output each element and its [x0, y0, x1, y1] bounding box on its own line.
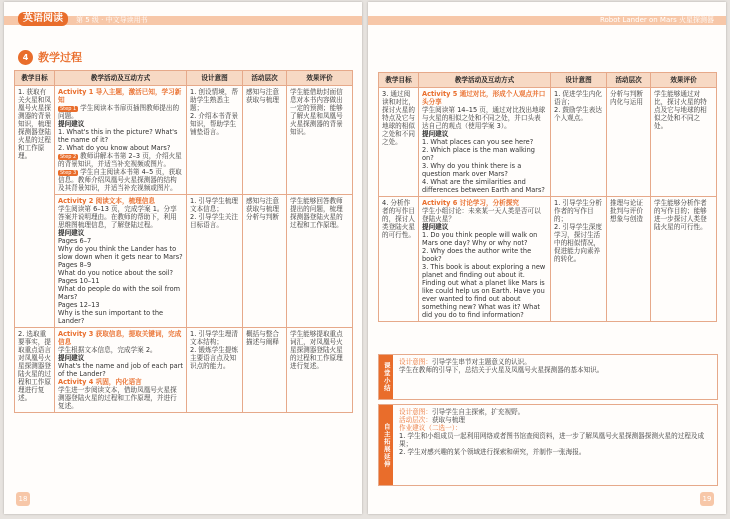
activity-text: Activity 4 巩固，内化语言: [58, 378, 142, 386]
activity-item: [58, 309, 183, 325]
activity-item: [58, 285, 183, 301]
ext-intent-text: 引导学生自主探索，扩充视野。: [431, 408, 525, 416]
ext-homework-1: 1. 学生和小组成员一起利用网络或者图书馆查阅资料，进一步了解凤凰号火星探测器探测火星的过程及成果；: [399, 432, 705, 448]
activity-item: [58, 168, 183, 192]
teaching-table-right: [378, 72, 717, 322]
class-summary-label: 课堂小结: [379, 355, 393, 399]
activity-item: [58, 205, 183, 229]
activity-item: [58, 386, 183, 410]
extension-body: [395, 405, 717, 459]
col-header-activity: 教学活动及互动方式: [419, 73, 551, 88]
table-body: [15, 86, 353, 413]
col-header-intent: 设计意图: [551, 73, 607, 88]
intent-cell: 1. 引导学生理清文本结构； 2. 锻炼学生提炼主要语言点及知识点的能力。: [187, 328, 243, 413]
intent-cell: 1. 创设情境，帮助学生熟悉主题； 2. 介绍本书背景知识，帮助学生铺垫语言。: [187, 86, 243, 195]
step-badge: Step 2: [60, 154, 77, 160]
col-header-level: 活动层次: [243, 71, 287, 86]
activity-text: What do people do with the soil from Mars?: [58, 285, 181, 301]
activity-item: [58, 229, 183, 237]
level-cell: 分析与判断 内化与运用: [607, 88, 651, 197]
table-row: [15, 328, 353, 413]
activity-text: 学生根据文本信息，完成学案 2。: [58, 346, 157, 354]
activity-title: Activity 5 通过对比，形成个人观点并口头分享: [422, 90, 546, 106]
ext-homework-2: 2. 学生对感兴趣的某个领域进行探索和研究，并制作一张海报。: [399, 448, 586, 456]
activity-text: 提问建议: [58, 354, 85, 362]
section-heading: [18, 49, 82, 65]
activity-title: Activity 1 导入主题，激活已知，学习新知: [58, 88, 182, 104]
goal-cell: 2. 选取重要事实，提取重点语言对凤凰号火星探测器登陆火星的过程和工作原理进行复述。: [15, 328, 55, 413]
activity-title: Activity 3 获取信息，提取关键词，完成信息: [58, 330, 182, 346]
activity-text: 4. What are the similarities and differences between Earth and Mars?: [422, 178, 545, 194]
activity-item: [58, 354, 183, 362]
evaluation-cell: 学生能借助封面信息对本书内容做出一定的预测；能够了解火星和凤凰号火星探测器的背景知识。: [287, 86, 353, 195]
activity-item: [422, 130, 547, 138]
activity-text: What do you notice about the soil?: [58, 269, 174, 277]
activity-cell: [55, 195, 187, 328]
goal-cell: 4. 分析作者的写作目的，探讨人类登陆火星的可行性。: [379, 197, 419, 322]
summary-intent-title: 设计意图：: [399, 358, 432, 366]
activity-text: 学生阅读第 14–15 页，通过对比找出地球与火星的相似之处和不同之处，并口头表达自己的观点（使用学案 3）。: [422, 106, 546, 130]
activity-item: [58, 261, 183, 269]
col-header-intent: 设计意图: [187, 71, 243, 86]
activity-item: [422, 178, 547, 194]
activity-text: 学生阅读本书扉页插图教师提出的问题。: [58, 104, 180, 120]
col-header-activity: 教学活动及互动方式: [55, 71, 187, 86]
section-number: 4: [18, 50, 33, 65]
activity-text: 学生自主阅读本书第 4–5 页，获取信息。教师介绍凤凰号火星探测器的结构及其背景知识，并适当补充视频或图片。: [58, 168, 182, 192]
intent-cell: 1. 促进学生内化语言； 2. 鼓励学生表达个人观点。: [551, 88, 607, 197]
activity-text: Pages 10–11: [58, 277, 100, 285]
level-cell: 概括与整合 描述与阐释: [243, 328, 287, 413]
level-cell: 感知与注意 获取与梳理 分析与判断: [243, 195, 287, 328]
col-header-evaluation: 效果评价: [651, 73, 717, 88]
activity-text: Why do you think the Lander has to slow down when it gets near to Mars?: [58, 245, 183, 261]
evaluation-cell: 学生能够提取重点词汇，对凤凰号火星探测器登陆火星的过程和工作原理进行复述。: [287, 328, 353, 413]
activity-item: [58, 128, 183, 144]
ext-activity-title: 活动层次：: [399, 416, 432, 424]
table-row: [15, 195, 353, 328]
summary-detail: 学生在教师的引导下，总结关于火星及凤凰号火星探测器的基本知识。: [399, 366, 604, 374]
section-title: 教学过程: [38, 51, 82, 64]
intent-cell: 1. 引导学生分析作者的写作目的； 2. 引导学生深度学习，探讨生活中的相似情况，促进能力向素养的转化。: [551, 197, 607, 322]
activity-text: 3. This book is about exploring a new planet and finding out about it. Finding out what a planet like Mars is like could help us on Earth. Have you ever wanted to find out about something new? What was it? What did you do to find information?: [422, 263, 546, 319]
activity-item: [58, 378, 183, 386]
level-cell: 感知与注意 获取与梳理: [243, 86, 287, 195]
page-number-right: 19: [700, 492, 714, 506]
page-number-left: 18: [16, 492, 30, 506]
intent-cell: 1. 引导学生梳理文本信息； 2. 引导学生关注目标语言。: [187, 195, 243, 328]
activity-item: [422, 146, 547, 162]
activity-cell: [55, 86, 187, 195]
step-badge: Step 1: [60, 106, 77, 112]
activity-text: 学生小组讨论：未来某一天人类是否可以登陆火星？: [422, 207, 541, 223]
table-row: [379, 197, 717, 322]
teaching-table-left: [14, 70, 353, 413]
series-brand: 英语阅读: [18, 12, 68, 26]
activity-item: [58, 104, 183, 120]
extension-label: 自主拓展延伸: [379, 405, 393, 485]
ext-intent-title: 设计意图：: [399, 408, 432, 416]
activity-title: Activity 6 讨论学习，分析探究: [422, 199, 519, 207]
extension-block: [378, 404, 718, 486]
level-cell: 推理与论证 批判与评价 想象与创造: [607, 197, 651, 322]
activity-item: [58, 362, 183, 378]
evaluation-cell: 学生能够通过对比，探讨火星的特点及它与地球的相似之处和不同之处。: [651, 88, 717, 197]
activity-text: 提问建议: [422, 130, 449, 138]
activity-item: [58, 120, 183, 128]
left-page: [4, 2, 362, 514]
activity-item: [58, 277, 183, 285]
activity-item: [58, 301, 183, 309]
table-row: [15, 86, 353, 195]
activity-text: 2. What do you know about Mars?: [58, 144, 171, 152]
activity-cell: [419, 88, 551, 197]
activity-item: [58, 144, 183, 152]
activity-item: [58, 245, 183, 261]
activity-text: Pages 12–13: [58, 301, 100, 309]
step-badge: Step 3: [60, 170, 77, 176]
activity-item: [58, 269, 183, 277]
class-summary-block: [378, 354, 718, 400]
activity-text: 教师讲解本书第 2–3 页，介绍火星的背景知识，并适当补充视频或图片。: [58, 152, 182, 168]
activity-item: [422, 207, 547, 223]
activity-text: 3. Why do you think there is a question mark over Mars?: [422, 162, 522, 178]
activity-text: 1. What's this in the picture? What's the name of it?: [58, 128, 178, 144]
class-summary-body: [395, 355, 717, 377]
ext-activity-text: 获取与梳理: [431, 416, 465, 424]
evaluation-cell: 学生能够回答教师提出的问题，梳理探测器登陆火星的过程和工作原理。: [287, 195, 353, 328]
activity-item: [58, 152, 183, 168]
goal-cell: 3. 通过阅读和对比，探讨火星的特点及它与地球的相似之处和不同之处。: [379, 88, 419, 197]
activity-text: 1. Do you think people will walk on Mars one day? Why or why not?: [422, 231, 538, 247]
summary-intent-text: 引导学生串节对主题意义的认识。: [431, 358, 531, 366]
activity-text: 学生阅读第 6–13 页，完成学案 1。分享答案并说明理由。在教师的帮助下，利用思维图梳理信息，了解登陆过程。: [58, 205, 177, 229]
ext-homework-title: 作业建议（二选一）：: [399, 424, 462, 432]
series-subtitle: 第 5 级 · 中文导读用书: [76, 16, 148, 24]
activity-item: [58, 346, 183, 354]
col-header-evaluation: 效果评价: [287, 71, 353, 86]
book-title: Robot Lander on Mars 火星探测器: [599, 16, 714, 24]
table-row: [379, 88, 717, 197]
col-header-goal: 教学目标: [379, 73, 419, 88]
activity-text: 2. Which place is the man walking on?: [422, 146, 535, 162]
activity-text: 学生进一步阅读文本，借助凤凰号火星探测器登陆火星的过程和工作原理，并进行复述。: [58, 386, 177, 410]
activity-title: Activity 2 阅读文本，梳理信息: [58, 197, 155, 205]
activity-text: 1. What places can you see here?: [422, 138, 534, 146]
activity-cell: [55, 328, 187, 413]
activity-text: Pages 6–7: [58, 237, 92, 245]
activity-text: What's the name and job of each part of the Lander?: [58, 362, 184, 378]
activity-text: 提问建议: [58, 120, 85, 128]
activity-item: [422, 263, 547, 319]
table-body: [379, 88, 717, 322]
activity-text: 提问建议: [422, 223, 449, 231]
goal-cell: 1. 获取有关火星和凤凰号火星探测器的背景知识，梳理探测器登陆火星的过程和工作原理。: [15, 86, 55, 328]
evaluation-cell: 学生能够分析作者的写作目的；能够进一步探讨人类登陆火星的可行性。: [651, 197, 717, 322]
col-header-level: 活动层次: [607, 73, 651, 88]
activity-text: Pages 8–9: [58, 261, 92, 269]
activity-text: 提问建议: [58, 229, 85, 237]
activity-item: [422, 138, 547, 146]
activity-item: [422, 223, 547, 231]
activity-text: Why is the sun important to the Lander?: [58, 309, 164, 325]
activity-item: [422, 106, 547, 130]
activity-item: [422, 162, 547, 178]
activity-cell: [419, 197, 551, 322]
right-page: [368, 2, 726, 514]
activity-item: [422, 247, 547, 263]
activity-item: [58, 237, 183, 245]
activity-item: [422, 231, 547, 247]
activity-text: 2. Why does the author write the book?: [422, 247, 532, 263]
col-header-goal: 教学目标: [15, 71, 55, 86]
